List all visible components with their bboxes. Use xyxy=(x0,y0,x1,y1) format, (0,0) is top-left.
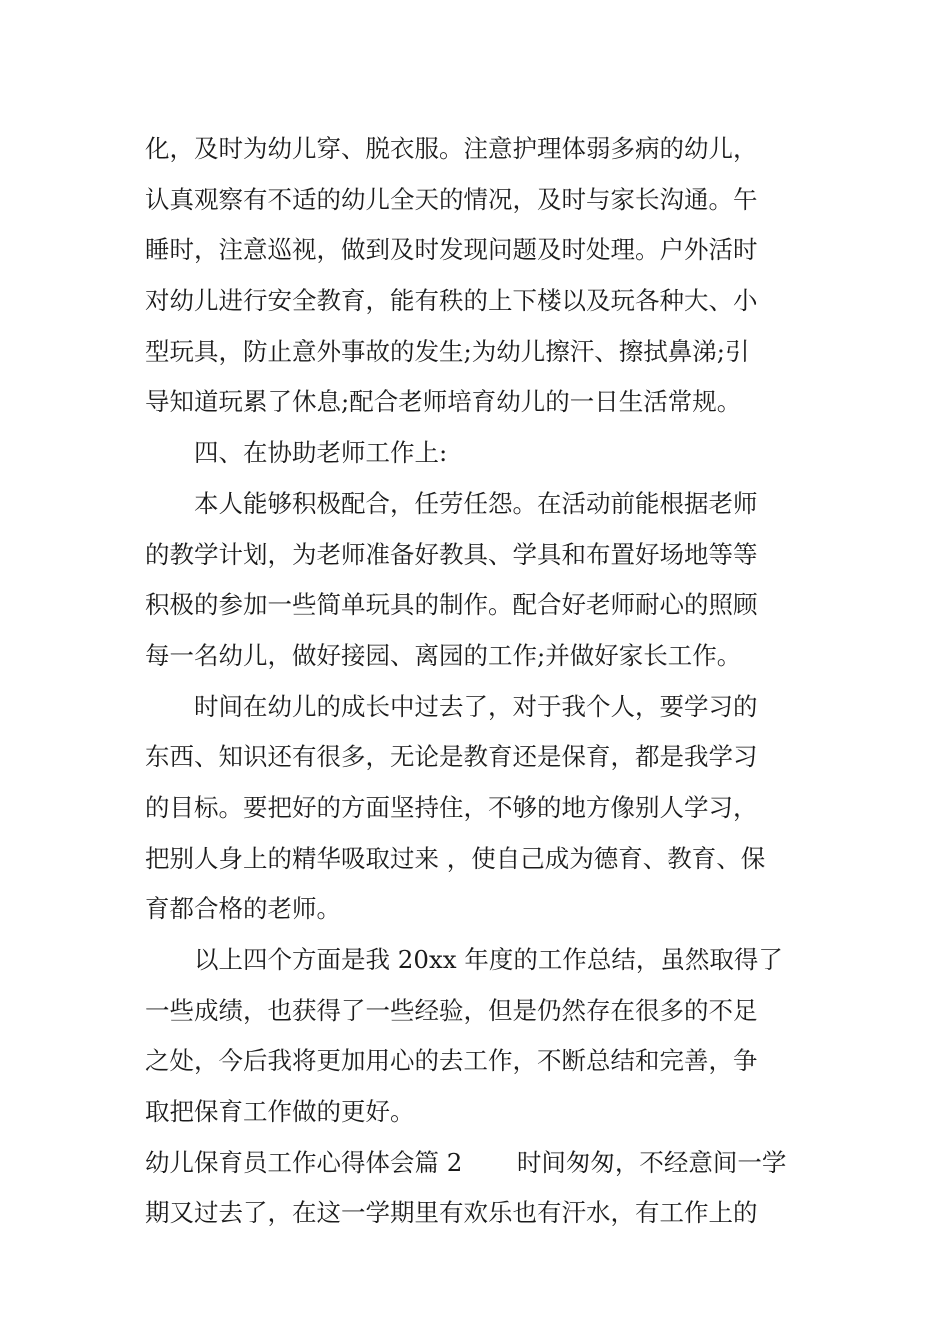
text-line: 以上四个方面是我 20xx 年度的工作总结，虽然取得了 xyxy=(194,945,783,974)
text-line: 时间在幼儿的成长中过去了，对于我个人，要学习的 xyxy=(194,691,758,721)
text-line: 期又过去了，在这一学期里有欢乐也有汗水，有工作上的 xyxy=(145,1198,758,1228)
text-line: 东西、知识还有很多，无论是教育还是保育，都是我学习 xyxy=(145,742,758,772)
text-line: 积极的参加一些简单玩具的制作。配合好老师耐心的照顾 xyxy=(145,590,758,620)
document-body xyxy=(145,124,815,1239)
text-line: 导知道玩累了休息;配合老师培育幼儿的一日生活常规。 xyxy=(145,387,742,417)
text-line: 四、在协助老师工作上: xyxy=(194,438,448,468)
text-line: 的教学计划，为老师准备好教具、学具和布置好场地等等 xyxy=(145,539,758,569)
text-line: 之处，今后我将更加用心的去工作，不断总结和完善，争 xyxy=(145,1046,758,1076)
text-line: 认真观察有不适的幼儿全天的情况，及时与家长沟通。午 xyxy=(145,184,758,214)
text-line: 把别人身上的精华吸取过来 ，使自己成为德育、教育、保 xyxy=(145,843,766,873)
text-line: 育都合格的老师。 xyxy=(145,894,341,924)
text-line: 每一名幼儿，做好接园、离园的工作;并做好家长工作。 xyxy=(145,640,742,670)
text-line: 睡时，注意巡视，做到及时发现问题及时处理。户外活时 xyxy=(145,235,758,265)
text-line: 一些成绩，也获得了一些经验，但是仍然存在很多的不足 xyxy=(145,995,758,1025)
text-line: 取把保育工作做的更好。 xyxy=(145,1097,415,1127)
text-line: 型玩具，防止意外事故的发生;为幼儿擦汗、擦拭鼻涕;引 xyxy=(145,336,750,366)
text-line: 的目标。要把好的方面坚持住，不够的地方像别人学习， xyxy=(145,792,758,822)
text-line: 化，及时为幼儿穿、脱衣服。注意护理体弱多病的幼儿， xyxy=(145,134,758,163)
text-line: 本人能够积极配合，任劳任怨。在活动前能根据老师 xyxy=(194,488,758,518)
text-line: 幼儿保育员工作心得体会篇 2 时间匆匆，不经意间一学 xyxy=(145,1147,787,1177)
text-line: 对幼儿进行安全教育，能有秩的上下楼以及玩各种大、小 xyxy=(145,286,758,316)
